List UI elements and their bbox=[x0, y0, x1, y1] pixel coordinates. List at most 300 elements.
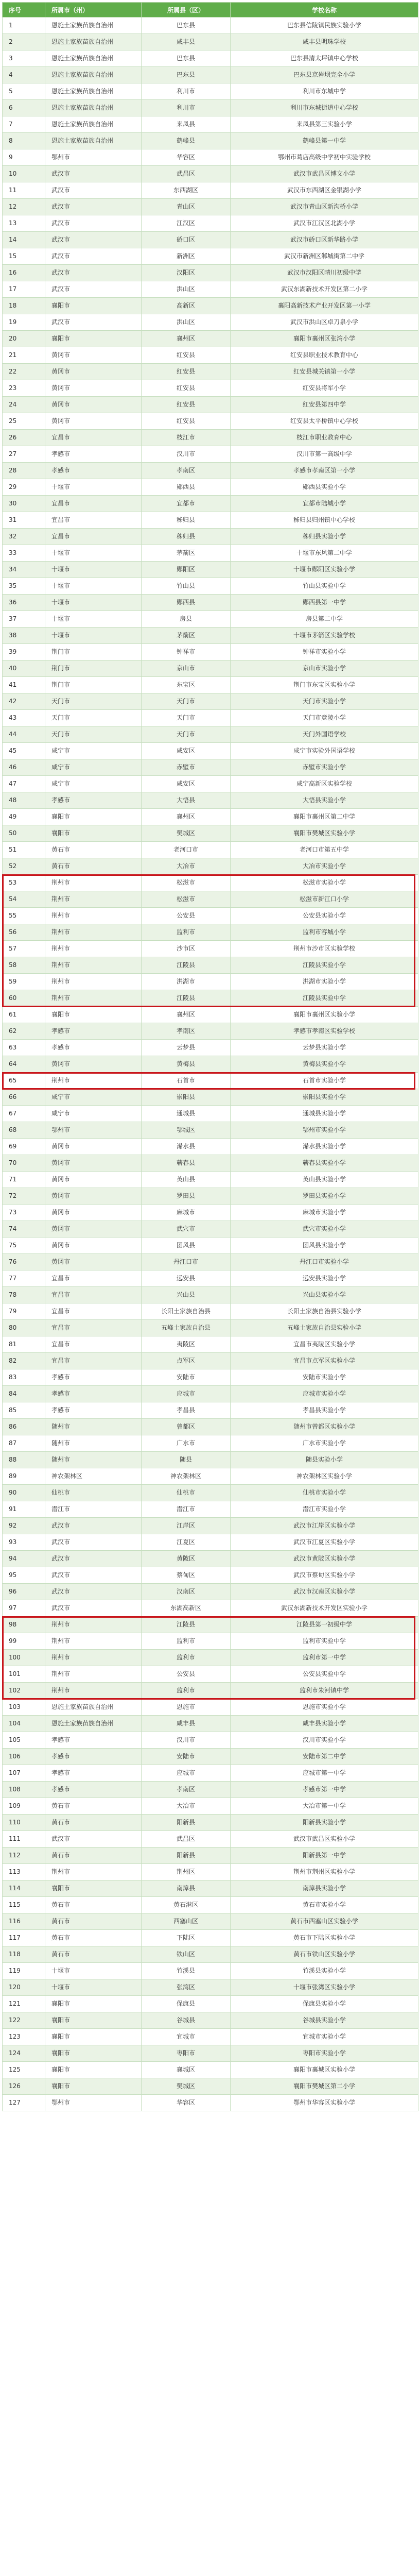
row-county: 黄石港区 bbox=[142, 1897, 231, 1913]
row-school-name: 黄梅县实验小学 bbox=[231, 1056, 418, 1073]
row-number: 14 bbox=[3, 232, 45, 248]
table-row bbox=[3, 1205, 418, 1221]
row-school-name: 鄂州市华容区实验小学 bbox=[231, 2095, 418, 2111]
row-county: 江汉区 bbox=[142, 215, 231, 232]
row-city: 黄石市 bbox=[45, 1897, 142, 1913]
row-number: 73 bbox=[3, 1205, 45, 1221]
row-city: 襄阳市 bbox=[45, 2029, 142, 2045]
row-county: 罗田县 bbox=[142, 1188, 231, 1205]
row-school-name: 武汉东湖新技术开发区实验小学 bbox=[231, 1600, 418, 1617]
row-city: 黄石市 bbox=[45, 858, 142, 875]
row-school-name: 远安县实验小学 bbox=[231, 1270, 418, 1287]
row-city: 襄阳市 bbox=[45, 2012, 142, 2029]
row-number: 110 bbox=[3, 1815, 45, 1831]
table-row bbox=[3, 397, 418, 413]
row-city: 宜昌市 bbox=[45, 496, 142, 512]
row-city: 十堰市 bbox=[45, 1963, 142, 1979]
table-row bbox=[3, 149, 418, 166]
table-row bbox=[3, 1798, 418, 1815]
row-city: 荆州市 bbox=[45, 990, 142, 1007]
table-row bbox=[3, 957, 418, 974]
row-number: 104 bbox=[3, 1716, 45, 1732]
table-row bbox=[3, 67, 418, 83]
row-county: 孝南区 bbox=[142, 463, 231, 479]
row-number: 63 bbox=[3, 1040, 45, 1056]
row-city: 孝感市 bbox=[45, 1402, 142, 1419]
table-row bbox=[3, 776, 418, 792]
row-number: 115 bbox=[3, 1897, 45, 1913]
row-city: 恩施土家族苗族自治州 bbox=[45, 67, 142, 83]
row-county: 咸丰县 bbox=[142, 34, 231, 50]
row-city: 黄冈市 bbox=[45, 364, 142, 380]
row-county: 西塞山区 bbox=[142, 1913, 231, 1930]
row-county: 夷陵区 bbox=[142, 1336, 231, 1353]
row-school-name: 公安县实验小学 bbox=[231, 908, 418, 924]
table-row bbox=[3, 182, 418, 199]
row-school-name: 武汉市江夏区实验小学 bbox=[231, 1534, 418, 1551]
row-county: 钟祥市 bbox=[142, 644, 231, 660]
row-number: 61 bbox=[3, 1007, 45, 1023]
table-row bbox=[3, 842, 418, 858]
row-number: 126 bbox=[3, 2078, 45, 2095]
table-row bbox=[3, 50, 418, 67]
row-city: 咸宁市 bbox=[45, 743, 142, 759]
table-row bbox=[3, 693, 418, 710]
row-city: 荆州市 bbox=[45, 1666, 142, 1683]
row-school-name: 襄阳市襄州区张湾小学 bbox=[231, 331, 418, 347]
row-number: 76 bbox=[3, 1254, 45, 1270]
row-number: 20 bbox=[3, 331, 45, 347]
row-county: 下陆区 bbox=[142, 1930, 231, 1946]
table-row bbox=[3, 1287, 418, 1303]
row-number: 82 bbox=[3, 1353, 45, 1369]
row-school-name: 阳新县实验小学 bbox=[231, 1815, 418, 1831]
row-school-name: 五峰土家族自治县实验小学 bbox=[231, 1320, 418, 1336]
row-number: 105 bbox=[3, 1732, 45, 1749]
row-city: 黄石市 bbox=[45, 1815, 142, 1831]
row-county: 汉南区 bbox=[142, 1584, 231, 1600]
row-school-name: 仙桃市实验小学 bbox=[231, 1485, 418, 1501]
row-city: 襄阳市 bbox=[45, 1007, 142, 1023]
row-city: 孝感市 bbox=[45, 446, 142, 463]
row-county: 华容区 bbox=[142, 2095, 231, 2111]
table-row bbox=[3, 2012, 418, 2029]
row-county: 红安县 bbox=[142, 397, 231, 413]
table-header-row bbox=[3, 3, 418, 18]
row-school-name: 监利市朱河镇中学 bbox=[231, 1683, 418, 1699]
table-row bbox=[3, 1221, 418, 1238]
row-number: 113 bbox=[3, 1864, 45, 1880]
row-county: 保康县 bbox=[142, 1996, 231, 2012]
row-school-name: 鄂州市葛店高级中学初中实验学校 bbox=[231, 149, 418, 166]
row-county: 江陵县 bbox=[142, 1617, 231, 1633]
row-school-name: 武汉市汉南区实验小学 bbox=[231, 1584, 418, 1600]
row-county: 仙桃市 bbox=[142, 1485, 231, 1501]
row-county: 天门市 bbox=[142, 710, 231, 726]
row-number: 57 bbox=[3, 941, 45, 957]
school-list-sheet bbox=[2, 2, 418, 2111]
row-school-name: 安陆市第二中学 bbox=[231, 1749, 418, 1765]
row-number: 8 bbox=[3, 133, 45, 149]
row-city: 荆州市 bbox=[45, 941, 142, 957]
row-county: 广水市 bbox=[142, 1435, 231, 1452]
row-county: 监利市 bbox=[142, 1650, 231, 1666]
row-school-name: 石首市实验小学 bbox=[231, 1073, 418, 1089]
table-row bbox=[3, 1122, 418, 1139]
row-city: 孝感市 bbox=[45, 463, 142, 479]
row-school-name: 天门外国语学校 bbox=[231, 726, 418, 743]
table-row bbox=[3, 281, 418, 298]
row-school-name: 宜城市实验小学 bbox=[231, 2029, 418, 2045]
row-city: 黄冈市 bbox=[45, 397, 142, 413]
row-school-name: 巴东县清太坪镇中心学校 bbox=[231, 50, 418, 67]
row-school-name: 汉川市第一高级中学 bbox=[231, 446, 418, 463]
row-county: 红安县 bbox=[142, 413, 231, 430]
table-row bbox=[3, 1435, 418, 1452]
row-city: 恩施土家族苗族自治州 bbox=[45, 18, 142, 34]
row-county: 蔡甸区 bbox=[142, 1567, 231, 1584]
row-number: 87 bbox=[3, 1435, 45, 1452]
row-school-name: 襄阳高新技术产业开发区第一小学 bbox=[231, 298, 418, 314]
row-city: 襄阳市 bbox=[45, 331, 142, 347]
row-school-name: 京山市实验小学 bbox=[231, 660, 418, 677]
row-school-name: 十堰市张湾区实验小学 bbox=[231, 1979, 418, 1996]
row-city: 武汉市 bbox=[45, 232, 142, 248]
row-number: 85 bbox=[3, 1402, 45, 1419]
row-county: 郧阳区 bbox=[142, 562, 231, 578]
row-number: 96 bbox=[3, 1584, 45, 1600]
table-row bbox=[3, 726, 418, 743]
row-number: 93 bbox=[3, 1534, 45, 1551]
row-city: 恩施土家族苗族自治州 bbox=[45, 100, 142, 116]
row-city: 荆州市 bbox=[45, 875, 142, 891]
row-school-name: 巴东县信陵镇民族实验小学 bbox=[231, 18, 418, 34]
row-county: 浠水县 bbox=[142, 1139, 231, 1155]
row-county: 利川市 bbox=[142, 83, 231, 100]
row-school-name: 武汉市江汉区北湖小学 bbox=[231, 215, 418, 232]
row-city: 武汉市 bbox=[45, 1831, 142, 1848]
row-county: 蕲春县 bbox=[142, 1155, 231, 1172]
row-county: 高新区 bbox=[142, 298, 231, 314]
row-number: 119 bbox=[3, 1963, 45, 1979]
row-school-name: 蕲春县实验小学 bbox=[231, 1155, 418, 1172]
row-city: 荆州市 bbox=[45, 974, 142, 990]
row-number: 67 bbox=[3, 1106, 45, 1122]
table-row bbox=[3, 2095, 418, 2111]
row-number: 38 bbox=[3, 628, 45, 644]
row-number: 106 bbox=[3, 1749, 45, 1765]
row-county: 石首市 bbox=[142, 1073, 231, 1089]
row-county: 襄州区 bbox=[142, 1007, 231, 1023]
row-number: 22 bbox=[3, 364, 45, 380]
table-row bbox=[3, 1897, 418, 1913]
row-number: 47 bbox=[3, 776, 45, 792]
row-school-name: 神农架林区实验小学 bbox=[231, 1468, 418, 1485]
row-county: 竹山县 bbox=[142, 578, 231, 595]
row-city: 黄冈市 bbox=[45, 1221, 142, 1238]
table-row bbox=[3, 1534, 418, 1551]
table-row bbox=[3, 2029, 418, 2045]
row-city: 黄石市 bbox=[45, 1798, 142, 1815]
row-city: 武汉市 bbox=[45, 166, 142, 182]
row-number: 41 bbox=[3, 677, 45, 693]
row-school-name: 荆门市东宝区实验小学 bbox=[231, 677, 418, 693]
row-city: 恩施土家族苗族自治州 bbox=[45, 1716, 142, 1732]
row-number: 74 bbox=[3, 1221, 45, 1238]
table-row bbox=[3, 1023, 418, 1040]
row-city: 孝感市 bbox=[45, 1782, 142, 1798]
row-county: 大冶市 bbox=[142, 858, 231, 875]
table-row bbox=[3, 1831, 418, 1848]
row-number: 13 bbox=[3, 215, 45, 232]
table-row bbox=[3, 1650, 418, 1666]
row-school-name: 天门市实验小学 bbox=[231, 693, 418, 710]
row-county: 远安县 bbox=[142, 1270, 231, 1287]
row-county: 江岸区 bbox=[142, 1518, 231, 1534]
row-school-name: 大悟县实验小学 bbox=[231, 792, 418, 809]
table-row bbox=[3, 792, 418, 809]
row-number: 31 bbox=[3, 512, 45, 529]
row-county: 茅箭区 bbox=[142, 545, 231, 562]
table-row bbox=[3, 314, 418, 331]
table-row bbox=[3, 529, 418, 545]
row-number: 97 bbox=[3, 1600, 45, 1617]
table-row bbox=[3, 1089, 418, 1106]
row-number: 54 bbox=[3, 891, 45, 908]
table-row bbox=[3, 331, 418, 347]
table-row bbox=[3, 1617, 418, 1633]
table-row bbox=[3, 1172, 418, 1188]
row-school-name: 郧西县第一中学 bbox=[231, 595, 418, 611]
row-city: 恩施土家族苗族自治州 bbox=[45, 83, 142, 100]
table-row bbox=[3, 595, 418, 611]
row-city: 武汉市 bbox=[45, 265, 142, 281]
row-school-name: 十堰市郧阳区实验小学 bbox=[231, 562, 418, 578]
row-number: 2 bbox=[3, 34, 45, 50]
row-city: 咸宁市 bbox=[45, 759, 142, 776]
row-number: 50 bbox=[3, 825, 45, 842]
row-number: 56 bbox=[3, 924, 45, 941]
row-county: 红安县 bbox=[142, 364, 231, 380]
row-school-name: 来凤县第三实验小学 bbox=[231, 116, 418, 133]
table-row bbox=[3, 974, 418, 990]
row-city: 武汉市 bbox=[45, 1567, 142, 1584]
table-row bbox=[3, 1567, 418, 1584]
row-number: 102 bbox=[3, 1683, 45, 1699]
table-row bbox=[3, 578, 418, 595]
row-school-name: 武汉市东西湖区金银湖小学 bbox=[231, 182, 418, 199]
row-county: 黄陂区 bbox=[142, 1551, 231, 1567]
row-city: 鄂州市 bbox=[45, 149, 142, 166]
row-county: 曾都区 bbox=[142, 1419, 231, 1435]
row-city: 襄阳市 bbox=[45, 809, 142, 825]
row-county: 竹溪县 bbox=[142, 1963, 231, 1979]
row-city: 荆门市 bbox=[45, 660, 142, 677]
table-row bbox=[3, 34, 418, 50]
row-number: 68 bbox=[3, 1122, 45, 1139]
row-number: 71 bbox=[3, 1172, 45, 1188]
row-number: 24 bbox=[3, 397, 45, 413]
row-school-name: 鄂州市实验小学 bbox=[231, 1122, 418, 1139]
row-city: 荆州市 bbox=[45, 957, 142, 974]
row-city: 武汉市 bbox=[45, 215, 142, 232]
row-school-name: 恩施市实验小学 bbox=[231, 1699, 418, 1716]
row-school-name: 松滋市新江口小学 bbox=[231, 891, 418, 908]
row-school-name: 孝感市孝南区第一小学 bbox=[231, 463, 418, 479]
row-city: 襄阳市 bbox=[45, 2062, 142, 2078]
row-number: 21 bbox=[3, 347, 45, 364]
row-city: 荆州市 bbox=[45, 908, 142, 924]
row-city: 孝感市 bbox=[45, 1023, 142, 1040]
row-school-name: 襄阳市樊城区第二小学 bbox=[231, 2078, 418, 2095]
row-city: 恩施土家族苗族自治州 bbox=[45, 1699, 142, 1716]
row-school-name: 团风县实验小学 bbox=[231, 1238, 418, 1254]
row-number: 124 bbox=[3, 2045, 45, 2062]
row-number: 62 bbox=[3, 1023, 45, 1040]
row-city: 孝感市 bbox=[45, 1386, 142, 1402]
row-number: 75 bbox=[3, 1238, 45, 1254]
row-number: 46 bbox=[3, 759, 45, 776]
row-school-name: 江陵县实验中学 bbox=[231, 990, 418, 1007]
table-row bbox=[3, 479, 418, 496]
row-county: 汉川市 bbox=[142, 446, 231, 463]
row-city: 天门市 bbox=[45, 693, 142, 710]
table-row bbox=[3, 1336, 418, 1353]
row-number: 33 bbox=[3, 545, 45, 562]
row-number: 116 bbox=[3, 1913, 45, 1930]
row-school-name: 应城市实验小学 bbox=[231, 1386, 418, 1402]
table-row bbox=[3, 1468, 418, 1485]
row-city: 随州市 bbox=[45, 1435, 142, 1452]
table-row bbox=[3, 1188, 418, 1205]
table-row bbox=[3, 1683, 418, 1699]
row-school-name: 红安县太平桥镇中心学校 bbox=[231, 413, 418, 430]
row-school-name: 襄阳市襄州区实验小学 bbox=[231, 1007, 418, 1023]
row-city: 恩施土家族苗族自治州 bbox=[45, 133, 142, 149]
row-city: 十堰市 bbox=[45, 628, 142, 644]
row-county: 襄州区 bbox=[142, 331, 231, 347]
table-row bbox=[3, 1732, 418, 1749]
row-school-name: 浠水县实验小学 bbox=[231, 1139, 418, 1155]
row-county: 汉川市 bbox=[142, 1732, 231, 1749]
table-row bbox=[3, 1699, 418, 1716]
table-row bbox=[3, 100, 418, 116]
table-row bbox=[3, 2078, 418, 2095]
row-school-name: 天门市竟陵小学 bbox=[231, 710, 418, 726]
row-county: 巴东县 bbox=[142, 18, 231, 34]
row-city: 鄂州市 bbox=[45, 1122, 142, 1139]
table-row bbox=[3, 364, 418, 380]
table-row bbox=[3, 496, 418, 512]
row-county: 孝南区 bbox=[142, 1023, 231, 1040]
table-row bbox=[3, 347, 418, 364]
row-number: 69 bbox=[3, 1139, 45, 1155]
row-school-name: 谷城县实验小学 bbox=[231, 2012, 418, 2029]
table-row bbox=[3, 1254, 418, 1270]
row-school-name: 孝感市孝南区实验学校 bbox=[231, 1023, 418, 1040]
row-city: 宜昌市 bbox=[45, 512, 142, 529]
row-school-name: 汉川市实验小学 bbox=[231, 1732, 418, 1749]
row-school-name: 潜江市实验小学 bbox=[231, 1501, 418, 1518]
row-county: 恩施市 bbox=[142, 1699, 231, 1716]
row-school-name: 郧西县实验小学 bbox=[231, 479, 418, 496]
row-city: 黄冈市 bbox=[45, 347, 142, 364]
row-number: 78 bbox=[3, 1287, 45, 1303]
row-school-name: 利川市东城街道中心学校 bbox=[231, 100, 418, 116]
table-row bbox=[3, 825, 418, 842]
table-row bbox=[3, 446, 418, 463]
row-county: 阳新县 bbox=[142, 1815, 231, 1831]
row-city: 宜昌市 bbox=[45, 1303, 142, 1320]
row-number: 6 bbox=[3, 100, 45, 116]
row-number: 89 bbox=[3, 1468, 45, 1485]
row-county: 孝南区 bbox=[142, 1782, 231, 1798]
table-row bbox=[3, 611, 418, 628]
row-school-name: 武汉市蔡甸区实验小学 bbox=[231, 1567, 418, 1584]
row-city: 襄阳市 bbox=[45, 2078, 142, 2095]
row-city: 孝感市 bbox=[45, 1732, 142, 1749]
row-city: 随州市 bbox=[45, 1419, 142, 1435]
row-number: 5 bbox=[3, 83, 45, 100]
row-county: 利川市 bbox=[142, 100, 231, 116]
row-school-name: 随州市曾都区实验小学 bbox=[231, 1419, 418, 1435]
table-row bbox=[3, 1930, 418, 1946]
row-city: 荆州市 bbox=[45, 1683, 142, 1699]
row-number: 60 bbox=[3, 990, 45, 1007]
table-row bbox=[3, 1303, 418, 1320]
row-county: 茅箭区 bbox=[142, 628, 231, 644]
row-city: 荆州市 bbox=[45, 1650, 142, 1666]
row-school-name: 咸丰县明珠学校 bbox=[231, 34, 418, 50]
table-row bbox=[3, 1979, 418, 1996]
table-row bbox=[3, 1963, 418, 1979]
row-school-name: 荆州市沙市区实验学校 bbox=[231, 941, 418, 957]
row-city: 荆州市 bbox=[45, 891, 142, 908]
row-county: 洪山区 bbox=[142, 314, 231, 331]
row-number: 121 bbox=[3, 1996, 45, 2012]
row-city: 随州市 bbox=[45, 1452, 142, 1468]
row-school-name: 孝昌县实验小学 bbox=[231, 1402, 418, 1419]
table-row bbox=[3, 1073, 418, 1089]
row-city: 十堰市 bbox=[45, 1979, 142, 1996]
row-number: 109 bbox=[3, 1798, 45, 1815]
table-row bbox=[3, 875, 418, 891]
row-number: 80 bbox=[3, 1320, 45, 1336]
row-city: 荆州市 bbox=[45, 1633, 142, 1650]
row-number: 29 bbox=[3, 479, 45, 496]
row-number: 111 bbox=[3, 1831, 45, 1848]
row-city: 宜昌市 bbox=[45, 430, 142, 446]
table-row bbox=[3, 199, 418, 215]
row-number: 42 bbox=[3, 693, 45, 710]
row-number: 72 bbox=[3, 1188, 45, 1205]
table-row bbox=[3, 215, 418, 232]
row-city: 武汉市 bbox=[45, 248, 142, 265]
row-number: 88 bbox=[3, 1452, 45, 1468]
row-school-name: 随县实验小学 bbox=[231, 1452, 418, 1468]
row-county: 郧西县 bbox=[142, 479, 231, 496]
table-row bbox=[3, 1913, 418, 1930]
table-row bbox=[3, 1353, 418, 1369]
row-city: 黄冈市 bbox=[45, 1188, 142, 1205]
row-county: 荆州区 bbox=[142, 1864, 231, 1880]
row-school-name: 江陵县实验小学 bbox=[231, 957, 418, 974]
row-number: 100 bbox=[3, 1650, 45, 1666]
row-county: 青山区 bbox=[142, 199, 231, 215]
row-number: 81 bbox=[3, 1336, 45, 1353]
row-number: 112 bbox=[3, 1848, 45, 1864]
row-county: 应城市 bbox=[142, 1386, 231, 1402]
